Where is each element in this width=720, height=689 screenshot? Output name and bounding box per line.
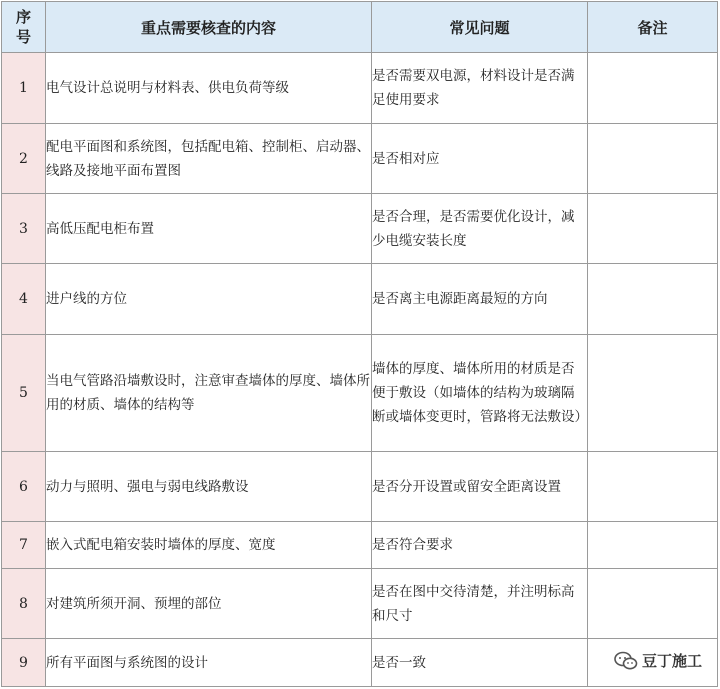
row-issue: 是否在图中交待清楚，并注明标高和尺寸 bbox=[372, 569, 588, 639]
watermark bbox=[614, 650, 702, 671]
table-row bbox=[2, 569, 718, 639]
table-row bbox=[2, 452, 718, 522]
row-content: 进户线的方位 bbox=[46, 264, 372, 335]
row-seq: 6 bbox=[2, 452, 46, 522]
header-seq: 序号 bbox=[2, 2, 46, 53]
header-content: 重点需要核查的内容 bbox=[46, 2, 372, 53]
row-issue: 是否一致 bbox=[372, 639, 588, 687]
row-content: 所有平面图与系统图的设计 bbox=[46, 639, 372, 687]
row-issue: 是否符合要求 bbox=[372, 522, 588, 569]
row-note bbox=[588, 194, 718, 264]
table-row bbox=[2, 335, 718, 452]
row-issue: 是否合理，是否需要优化设计，减少电缆安装长度 bbox=[372, 194, 588, 264]
row-issue: 墙体的厚度、墙体所用的材质是否便于敷设（如墙体的结构为玻璃隔断或墙体变更时，管路将无法敷设） bbox=[372, 335, 588, 452]
watermark-text: 豆丁施工 bbox=[641, 652, 702, 670]
row-issue: 是否分开设置或留安全距离设置 bbox=[372, 452, 588, 522]
row-note bbox=[588, 569, 718, 639]
row-seq: 3 bbox=[2, 194, 46, 264]
row-content: 配电平面图和系统图，包括配电箱、控制柜、启动器、线路及接地平面布置图 bbox=[46, 124, 372, 194]
row-seq: 4 bbox=[2, 264, 46, 335]
row-issue: 是否需要双电源，材料设计是否满足使用要求 bbox=[372, 53, 588, 124]
table-row bbox=[2, 53, 718, 124]
row-seq: 7 bbox=[2, 522, 46, 569]
row-seq: 5 bbox=[2, 335, 46, 452]
table-row bbox=[2, 194, 718, 264]
row-content: 高低压配电柜布置 bbox=[46, 194, 372, 264]
wechat-icon bbox=[614, 651, 638, 671]
row-content: 电气设计总说明与材料表、供电负荷等级 bbox=[46, 53, 372, 124]
row-issue: 是否离主电源距离最短的方向 bbox=[372, 264, 588, 335]
row-note bbox=[588, 124, 718, 194]
row-content: 当电气管路沿墙敷设时，注意审查墙体的厚度、墙体所用的材质、墙体的结构等 bbox=[46, 335, 372, 452]
table-row bbox=[2, 124, 718, 194]
table-row bbox=[2, 639, 718, 687]
table-row bbox=[2, 522, 718, 569]
header-note: 备注 bbox=[588, 2, 718, 53]
row-content: 动力与照明、强电与弱电线路敷设 bbox=[46, 452, 372, 522]
review-table bbox=[1, 1, 718, 687]
row-note bbox=[588, 452, 718, 522]
row-content: 嵌入式配电箱安装时墙体的厚度、宽度 bbox=[46, 522, 372, 569]
row-content: 对建筑所须开洞、预埋的部位 bbox=[46, 569, 372, 639]
table-header-row bbox=[2, 2, 718, 53]
header-issue: 常见问题 bbox=[372, 2, 588, 53]
row-note bbox=[588, 335, 718, 452]
row-issue: 是否相对应 bbox=[372, 124, 588, 194]
row-note bbox=[588, 522, 718, 569]
row-note bbox=[588, 53, 718, 124]
row-seq: 2 bbox=[2, 124, 46, 194]
row-seq: 8 bbox=[2, 569, 46, 639]
row-note bbox=[588, 264, 718, 335]
row-seq: 9 bbox=[2, 639, 46, 687]
table-row bbox=[2, 264, 718, 335]
row-seq: 1 bbox=[2, 53, 46, 124]
